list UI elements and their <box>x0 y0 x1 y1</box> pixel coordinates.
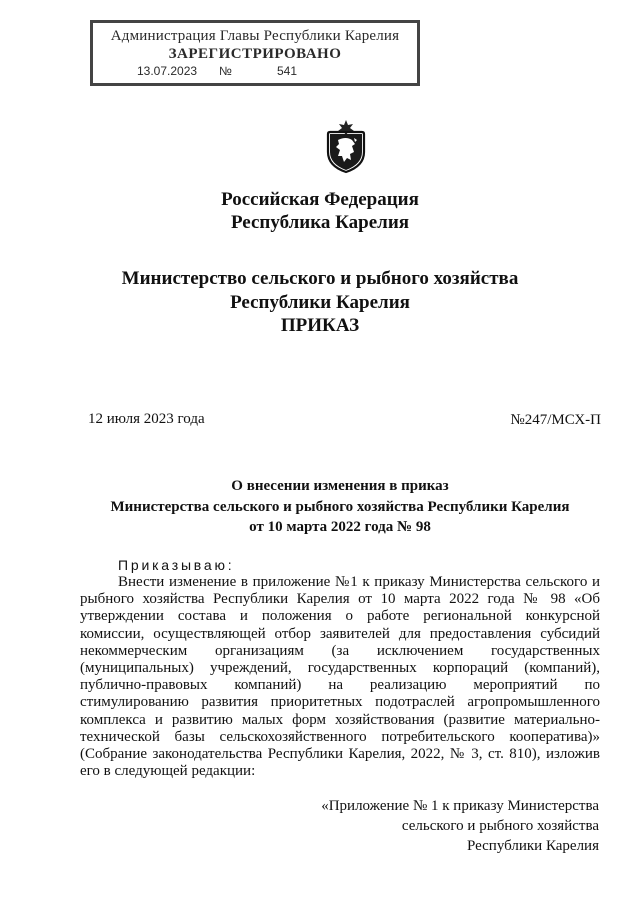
appendix-line2: сельского и рыбного хозяйства <box>401 818 599 834</box>
header-republic: Республика Карелия <box>230 212 410 233</box>
stamp-details <box>99 63 411 79</box>
subject-line3: от 10 марта 2022 года № 98 <box>249 519 431 535</box>
subject-line2: Министерства сельского и рыбного хозяйства Республики Карелия <box>110 499 570 515</box>
order-body <box>80 574 600 780</box>
body-line: комиссии, осуществляющей отбор заявителей для предоставления субсидий <box>80 625 600 642</box>
body-line: его в следующей редакции: <box>80 763 256 780</box>
appendix-reference <box>321 796 599 856</box>
body-line: утверждении состава и положения о работе региональной конкурсной <box>80 608 600 625</box>
document-type: ПРИКАЗ <box>280 315 360 336</box>
body-line: публично-правовых компаний) на реализацию мероприятий по <box>80 677 600 694</box>
order-number: №247/МСХ-П <box>510 412 601 428</box>
body-line: (муниципальных) учреждений, государственных корпораций (компаний), <box>80 659 600 676</box>
stamp-number: 541 <box>277 64 298 78</box>
registration-stamp <box>90 20 420 86</box>
stamp-date: 13.07.2023 <box>137 64 198 78</box>
body-line: комплекса и развитию малых форм хозяйствования (развитие материально- <box>80 711 600 728</box>
body-line: технической базы сельскохозяйственного потребительского кооператива)» <box>80 728 600 745</box>
order-word: Приказываю: <box>118 557 235 573</box>
body-line: Внести изменение в приложение №1 к приказу Министерства сельского и <box>118 574 600 590</box>
body-line: некоммерческим организациям (за исключением государственных <box>80 642 600 659</box>
header-ministry-line2: Республики Карелия <box>230 292 410 313</box>
body-line: рыбного хозяйства Республики Карелия от 10 марта 2022 года № 98 «Об <box>80 591 600 608</box>
body-line: (Собрание законодательства Республики Карелия, 2022, № 3, ст. 810), изложив <box>80 745 600 762</box>
stamp-registered: ЗАРЕГИСТРИРОВАНО <box>168 46 342 62</box>
body-line: стимулированию развития приоритетных подотраслей агропромышленного <box>80 694 600 711</box>
header-ministry-line1: Министерство сельского и рыбного хозяйства <box>121 268 519 289</box>
header-country: Российская Федерация <box>221 189 419 210</box>
subject-line1: О внесении изменения в приказ <box>231 478 449 494</box>
appendix-line1: «Приложение № 1 к приказу Министерства <box>321 798 599 814</box>
coat-of-arms-icon <box>324 118 368 174</box>
appendix-line3: Республики Карелия <box>466 838 599 854</box>
stamp-number-label: № <box>219 64 232 78</box>
stamp-authority: Администрация Главы Республики Карелия <box>110 28 400 44</box>
order-date: 12 июля 2023 года <box>88 411 205 427</box>
